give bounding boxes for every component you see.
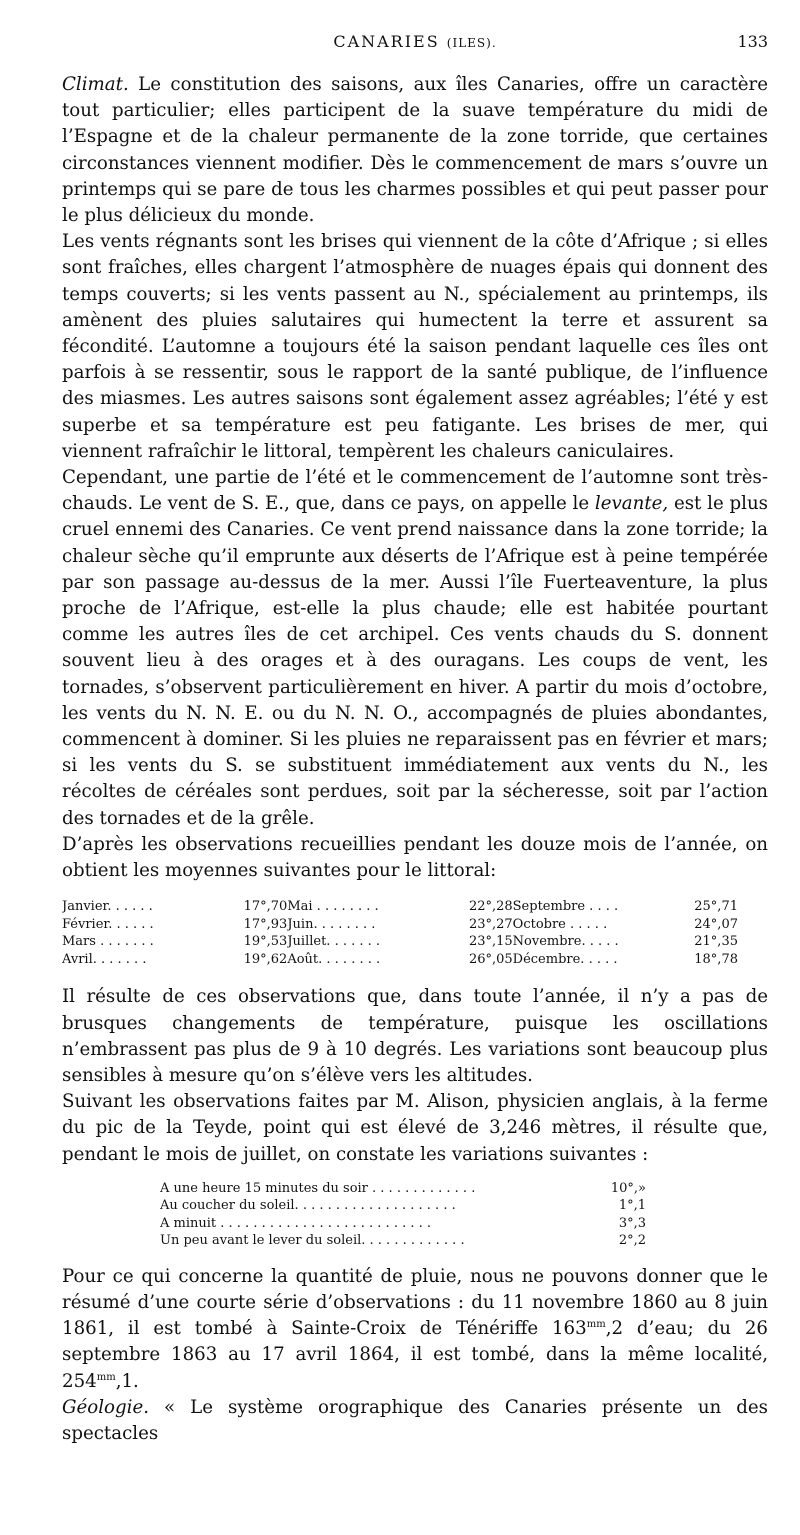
section-lead-geologie: Géologie. — [62, 1396, 150, 1418]
table-row — [287, 916, 512, 934]
table-row — [160, 1197, 646, 1215]
paragraph-vents: Les vents régnants sont les brises qui viennent de la côte d’Afrique ; si elles sont fraîches, elles chargent l’atmosphère de nuages épais qui donnent des temps couverts; si les vents passent au N., spécialement au printemps, ils amènent des pluies salutaires qui humectent la terre et assurent sa fécondité. L’automne a toujours été la saison pendant laquelle ces îles ont parfois à se ressentir, sous le rapport de la santé publique, de l’influence des miasmes. Les autres saisons sont également assez agréables; l’été y est superbe et sa température est peu fatigante. Les brises de mer, qui viennent rafraîchir le littoral, tempèrent les chaleurs caniculaires. — [62, 231, 768, 462]
temperature-value: 24°,07 — [694, 916, 738, 932]
monthly-column — [62, 898, 287, 968]
paragraph-text: Pour ce qui concerne la quantité de pluie, nous ne pouvons donner que le résumé d’une courte série d’observations : du 11 novembre 1860 au 8 juin 1861, il est tombé à Sainte-Croix de Ténériffe 163 — [62, 1265, 768, 1340]
page-number: 133 — [737, 32, 768, 51]
temperature-value: 19°,53 — [243, 934, 288, 950]
temperature-value: 1°,1 — [618, 1198, 646, 1214]
running-title-sub: (ILES). — [446, 36, 497, 50]
month-label: Octobre . . . . . — [512, 916, 608, 932]
monthly-temperature-table — [62, 898, 768, 968]
paragraph-text: Le constitution des saisons, aux îles Canaries, offre un caractère tout particulier; elles participent de la suave température du midi de l’Espagne et de la chaleur permanente de la zone torride, que certaines circonstances viennent modifier. Dès le commencement de mars s’ouvre un printemps qui se pare de tous les charmes possibles et qui peut passer pour le plus délicieux du monde. — [62, 74, 768, 227]
table-row — [160, 1215, 646, 1233]
table-row — [160, 1180, 646, 1198]
month-label: Juillet. . . . . . . — [287, 934, 381, 950]
temperature-value: 3°,3 — [618, 1215, 646, 1231]
altitude-variation-table — [160, 1180, 646, 1250]
table-row — [513, 951, 738, 969]
paragraph-conclusion: Il résulte de ces observations que, dans toute l’année, il n’y a pas de brusques changements de température, puisque les oscillations n’embrassent pas plus de 9 à 10 degrés. Les variations sont beaucoup plus sensibles à mesure qu’on s’élève vers les altitudes. — [62, 986, 768, 1086]
month-label: Janvier. . . . . . — [62, 899, 153, 915]
month-label: Février. . . . . . — [62, 916, 154, 932]
time-label: Un peu avant le lever du soleil. . . . . . . . . . . . . — [160, 1233, 465, 1249]
temperature-value: 22°,28 — [468, 899, 513, 915]
month-label: Mars . . . . . . . — [62, 934, 154, 950]
table-row — [62, 916, 287, 934]
temperature-value: 17°,70 — [243, 899, 288, 915]
body-text — [62, 72, 768, 1447]
paragraph-climat — [62, 72, 768, 229]
unit-superscript: mm — [586, 1319, 606, 1331]
temperature-value: 2°,2 — [618, 1233, 646, 1249]
page-header — [62, 32, 768, 56]
paragraph-text: ,2 d’eau; du 26 septembre 1863 au 17 avril 1864, il est tombé, dans la même localité, 254 — [62, 1318, 768, 1392]
running-title — [62, 32, 768, 51]
paragraph-cependant — [62, 465, 768, 832]
time-label: A une heure 15 minutes du soir . . . . . . . . . . . . . — [160, 1180, 476, 1196]
monthly-column — [287, 898, 512, 968]
table-row — [513, 933, 738, 951]
month-label: Avril. . . . . . . — [62, 951, 147, 967]
section-lead-climat: Climat. — [62, 74, 129, 95]
paragraph-pluie — [62, 1264, 768, 1395]
temperature-value: 23°,15 — [468, 934, 513, 950]
running-title-main: CANARIES — [333, 32, 440, 51]
month-label: Mai . . . . . . . . — [287, 899, 379, 915]
table-row — [287, 951, 512, 969]
paragraph-text: est le plus cruel ennemi des Canaries. Ce vent prend naissance dans la zone torride; la chaleur sèche qu’il emprunte aux déserts de l’Afrique est à peine tempérée par son passage au-dessus de la mer. Aussi l’île Fuerteaventure, la plus proche de l’Afrique, est-elle la plus chaude; elle est habitée pourtant comme les autres îles de cet archipel. Ces vents chauds du S. donnent souvent lieu à des orages et à des ouragans. Les coups de vent, les tornades, s’observent particulièrement en hiver. A partir du mois d’octobre, les vents du N. N. E. ou du N. N. O., accompagnés de pluies abondantes, commencent à dominer. Si les pluies ne reparaissent pas en février et mars; si les vents du S. se substituent immédiatement aux vents du N., les récoltes de céréales sont perdues, soit par la sécheresse, soit par l’action des tornades et de la grêle. — [62, 493, 769, 829]
table-row — [62, 933, 287, 951]
temperature-value: 10°,» — [610, 1180, 646, 1196]
italic-term-levante: levante, — [594, 493, 669, 515]
temperature-value: 25°,71 — [694, 899, 738, 915]
month-label: Novembre. . . . . — [512, 934, 619, 950]
time-label: Au coucher du soleil. . . . . . . . . . . . . . . . . . . . — [160, 1198, 456, 1214]
temperature-value: 26°,05 — [468, 951, 513, 967]
monthly-column — [513, 898, 738, 968]
paragraph-alison: Suivant les observations faites par M. Alison, physicien anglais, à la ferme du pic de la Teyde, point qui est élevé de 3,246 mètres, il résulte que, pendant le mois de juillet, on constate les variations suivantes : — [62, 1091, 768, 1165]
paragraph-text: « Le système orographique des Canaries présente un des spectacles — [62, 1396, 768, 1444]
unit-superscript: mm — [96, 1371, 116, 1383]
paragraph-observations-intro: D’après les observations recueillies pendant les douze mois de l’année, on obtient les moyennes suivantes pour le littoral: — [62, 833, 768, 882]
table-row — [287, 933, 512, 951]
table-row — [513, 916, 738, 934]
paragraph-geologie — [62, 1395, 768, 1447]
paragraph-text: Cependant, une partie de l’été et le commencement de l’automne sont très-chauds. Le vent de S. E., que, dans ce pays, on appelle le — [62, 467, 768, 515]
table-row — [160, 1232, 646, 1250]
temperature-value: 17°,93 — [243, 916, 288, 932]
table-row — [62, 951, 287, 969]
temperature-value: 19°,62 — [243, 951, 288, 967]
temperature-value: 18°,78 — [694, 951, 738, 967]
time-label: A minuit . . . . . . . . . . . . . . . . . . . . . . . . . . — [160, 1215, 432, 1231]
temperature-value: 23°,27 — [468, 916, 513, 932]
table-row — [513, 898, 738, 916]
table-row — [287, 898, 512, 916]
month-label: Septembre . . . . — [512, 899, 619, 915]
table-row — [62, 898, 287, 916]
month-label: Juin. . . . . . . . — [287, 916, 376, 932]
month-label: Août. . . . . . . . — [287, 951, 381, 967]
month-label: Décembre. . . . . — [512, 951, 618, 967]
paragraph-text: ,1. — [115, 1370, 139, 1392]
temperature-value: 21°,35 — [694, 934, 738, 950]
